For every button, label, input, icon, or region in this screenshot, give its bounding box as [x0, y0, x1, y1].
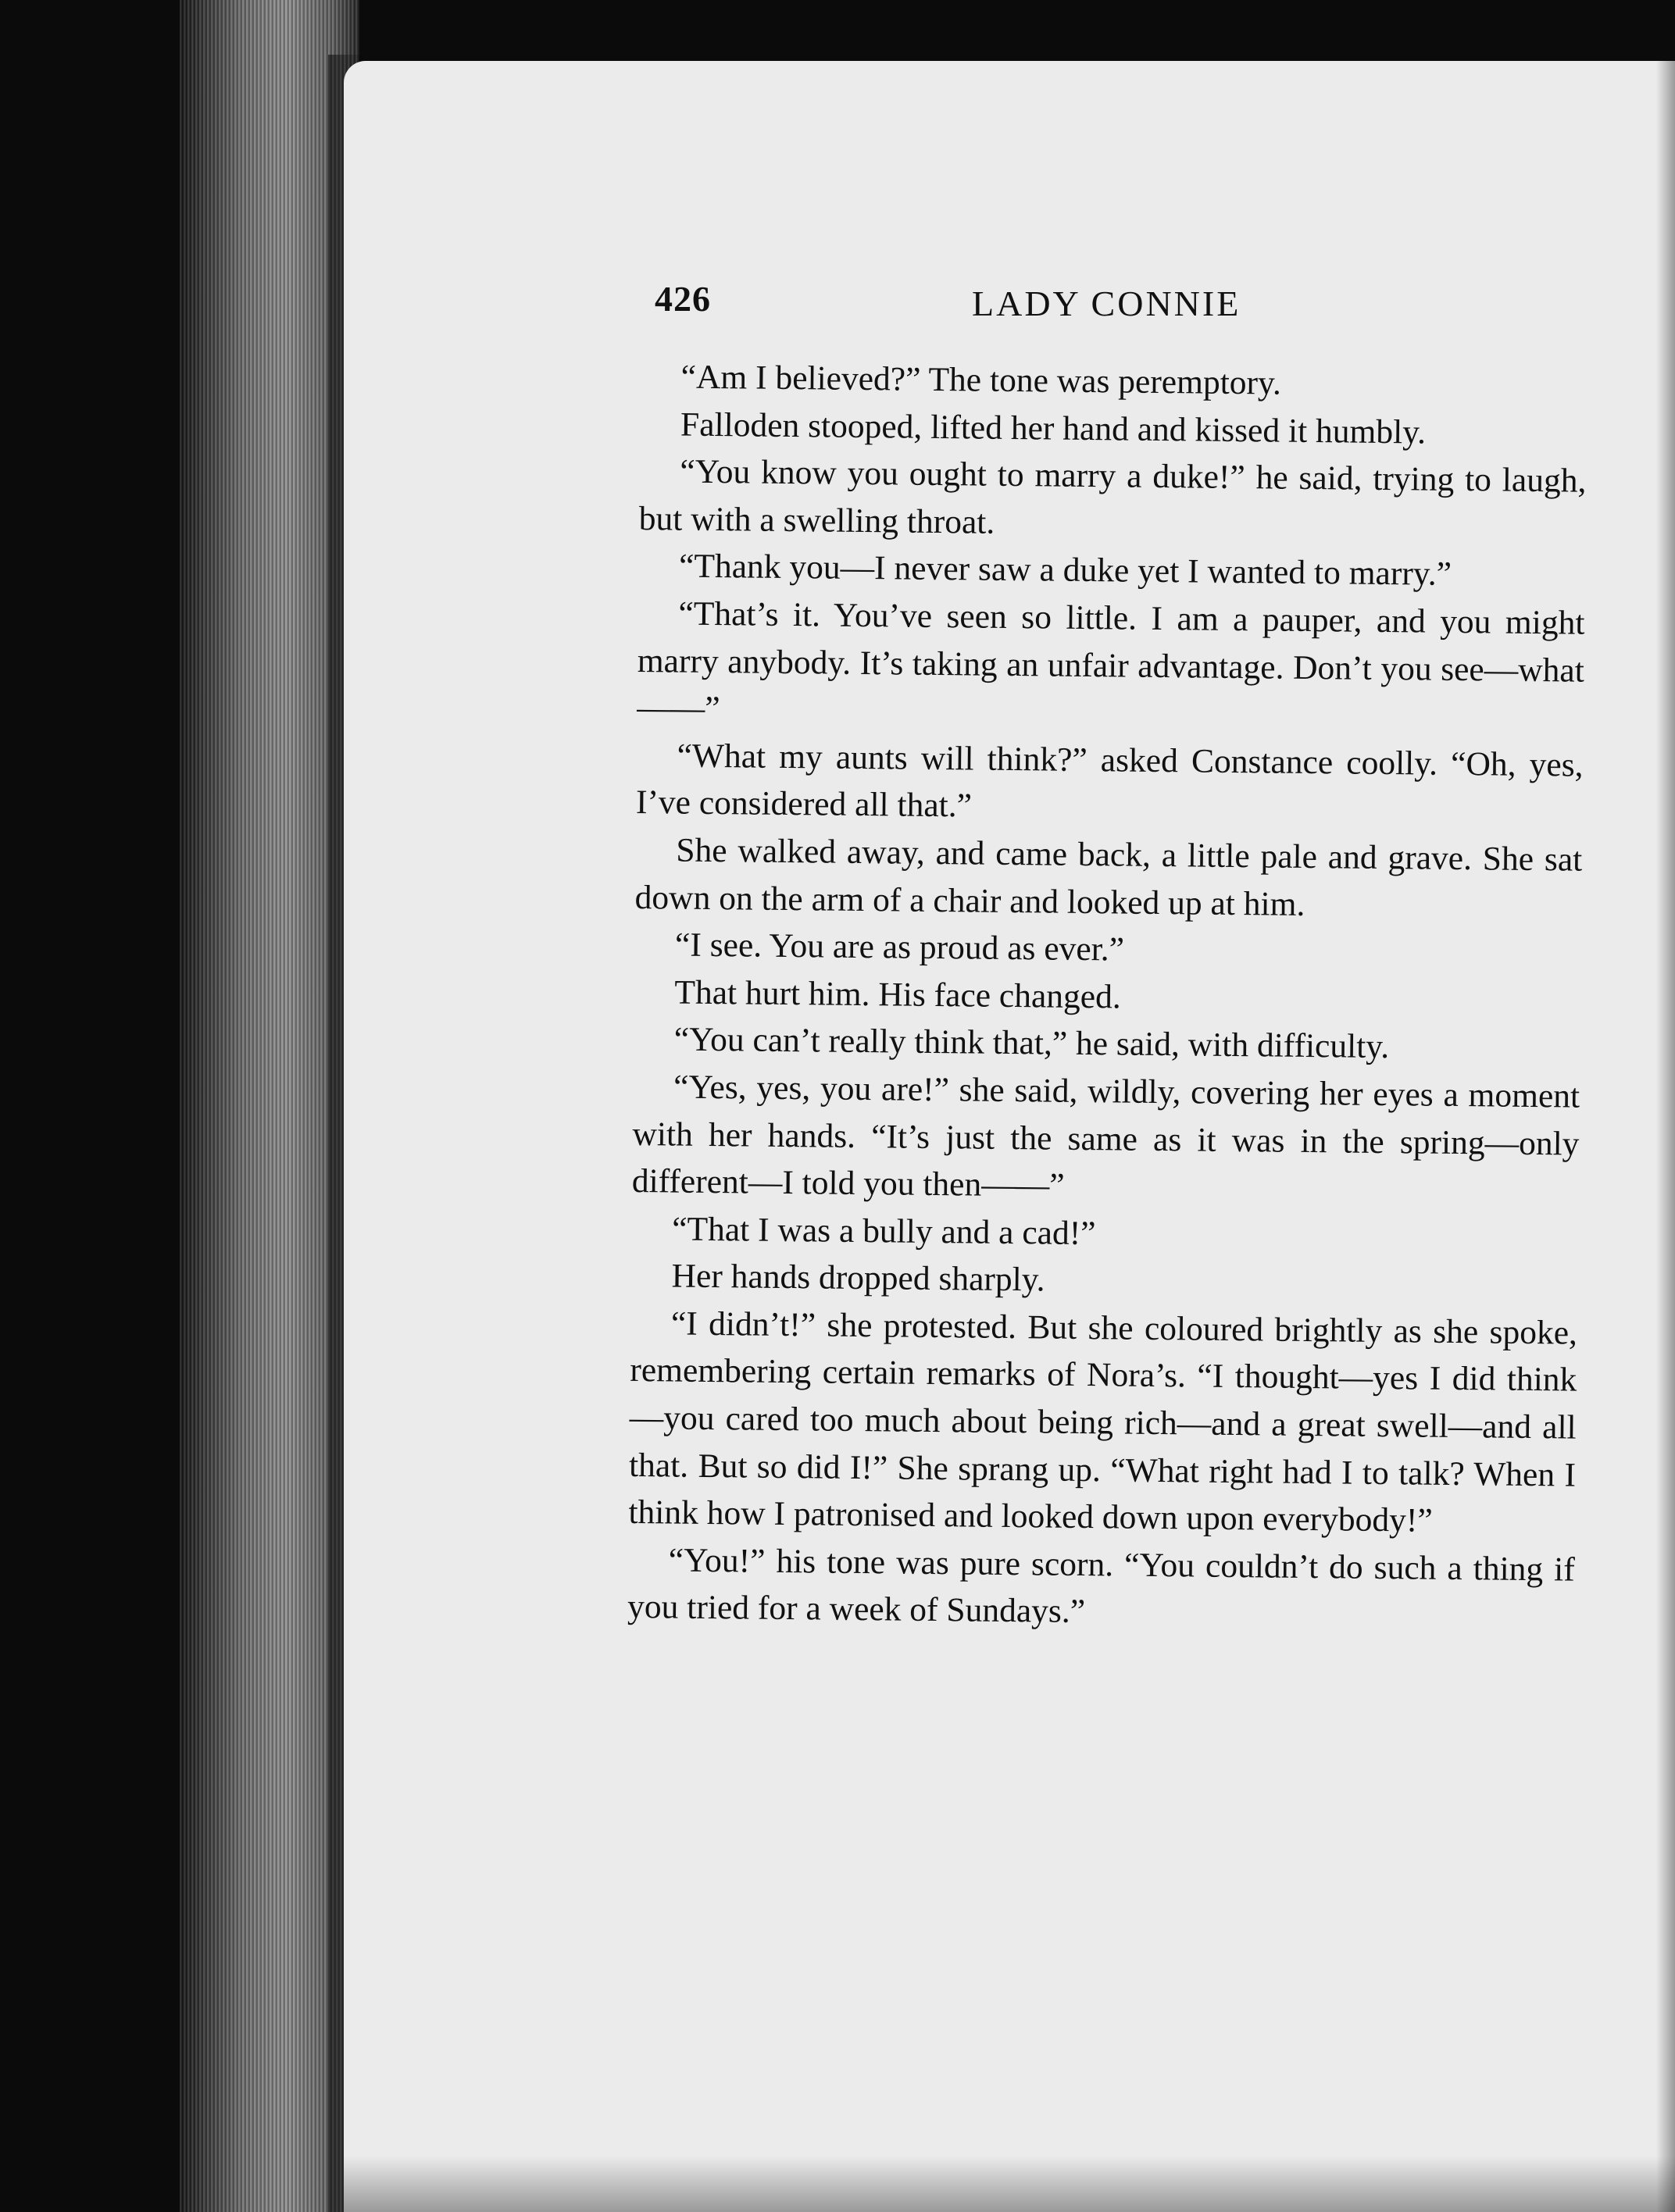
page-bottom-shadow — [344, 2156, 1675, 2212]
paragraph: “That I was a bully and a cad!” — [672, 1210, 1096, 1252]
page-right-shadow — [1656, 61, 1675, 2212]
paragraph: “Thank you—I never saw a duke yet I wanted to marry.” — [678, 547, 1452, 594]
page-header — [655, 278, 1592, 333]
paragraph: “You can’t really think that,” he said, with difficulty. — [673, 1020, 1390, 1066]
paragraph: “I didn’t!” she protested. But she coloured brightly as she spoke, remembering certain remarks of Nora’s. “I thought—yes I did think—you cared too much about being rich—and a great swell—and all that. But so did I!” She sprang up. “What right had I to talk? When I think how I patronised and looked down upon everybody!” — [628, 1304, 1578, 1539]
paragraph: “I see. You are as proud as ever.” — [674, 926, 1125, 969]
paragraph: Her hands dropped sharply. — [671, 1257, 1045, 1299]
paragraph: “What my aunts will think?” asked Constance coolly. “Oh, yes, I’ve considered all that.” — [635, 737, 1584, 825]
paragraph: Falloden stooped, lifted her hand and kissed it humbly. — [680, 405, 1427, 451]
paragraph: “You!” his tone was pure scorn. “You couldn’t do such a thing if you tried for a week of Sundays.” — [627, 1541, 1576, 1631]
paragraph: That hurt him. His face changed. — [674, 973, 1121, 1016]
paragraph: “Am I believed?” The tone was peremptory. — [680, 358, 1282, 402]
paragraph: “That’s it. You’ve seen so little. I am a pauper, and you might marry anybody. It’s taking an unfair advantage. Don’t you see—what——” — [636, 594, 1585, 728]
body-text — [627, 353, 1588, 1641]
paragraph: She walked away, and came back, a little pale and grave. She sat down on the arm of a chair and looked up at him. — [634, 831, 1583, 923]
paragraph: “You know you ought to marry a duke!” he said, trying to laugh, but with a swelling throat. — [638, 452, 1587, 541]
page-number: 426 — [655, 279, 711, 319]
paragraph: “Yes, yes, you are!” she said, wildly, covering her eyes a moment with her hands. “It’s just the same as it was in the spring—only different—I told you then——” — [631, 1068, 1580, 1204]
running-title: LADY CONNIE — [972, 284, 1241, 323]
